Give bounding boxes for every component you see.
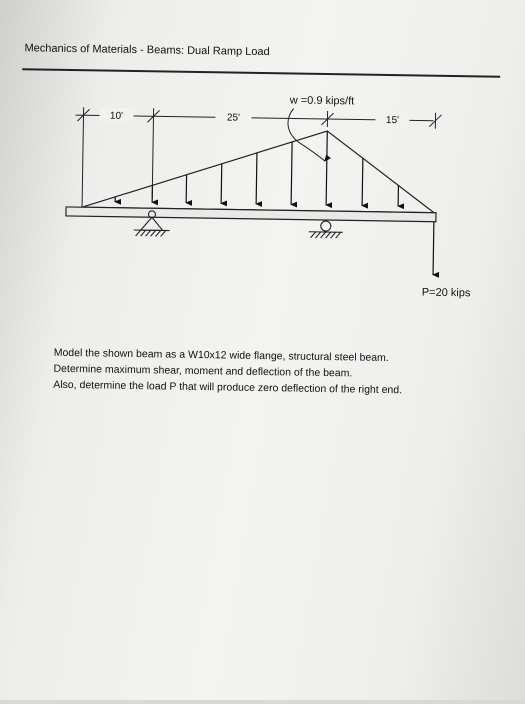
load-arrow [221, 163, 222, 203]
dimension-label-right: 15' [386, 115, 399, 126]
roller-support [309, 221, 343, 239]
page-title: Mechanics of Materials - Beams: Dual Ramp Load [24, 42, 269, 58]
problem-line-1: Model the shown beam as a W10x12 wide flange, structural steel beam. [54, 345, 494, 368]
point-load-arrow [433, 222, 434, 275]
problem-line-2: Determine maximum shear, moment and deflection of the beam. [53, 361, 493, 384]
ramp-load-outline [82, 127, 435, 213]
dimension-label-left: 10' [110, 111, 123, 122]
load-arrow [291, 141, 292, 204]
load-arrow [362, 158, 363, 206]
dimension-label-middle: 25' [227, 112, 240, 123]
load-arrow [326, 131, 327, 205]
load-intensity-label: w =0.9 kips/ft [289, 94, 355, 107]
load-arrow [256, 153, 257, 204]
beam [66, 207, 436, 222]
point-load-label: P=20 kips [422, 287, 471, 300]
problem-line-3: Also, determine the load P that will produce zero deflection of the right end. [53, 377, 493, 400]
load-arrows [115, 128, 399, 206]
load-leader-line [287, 108, 325, 161]
problem-statement [53, 345, 494, 400]
